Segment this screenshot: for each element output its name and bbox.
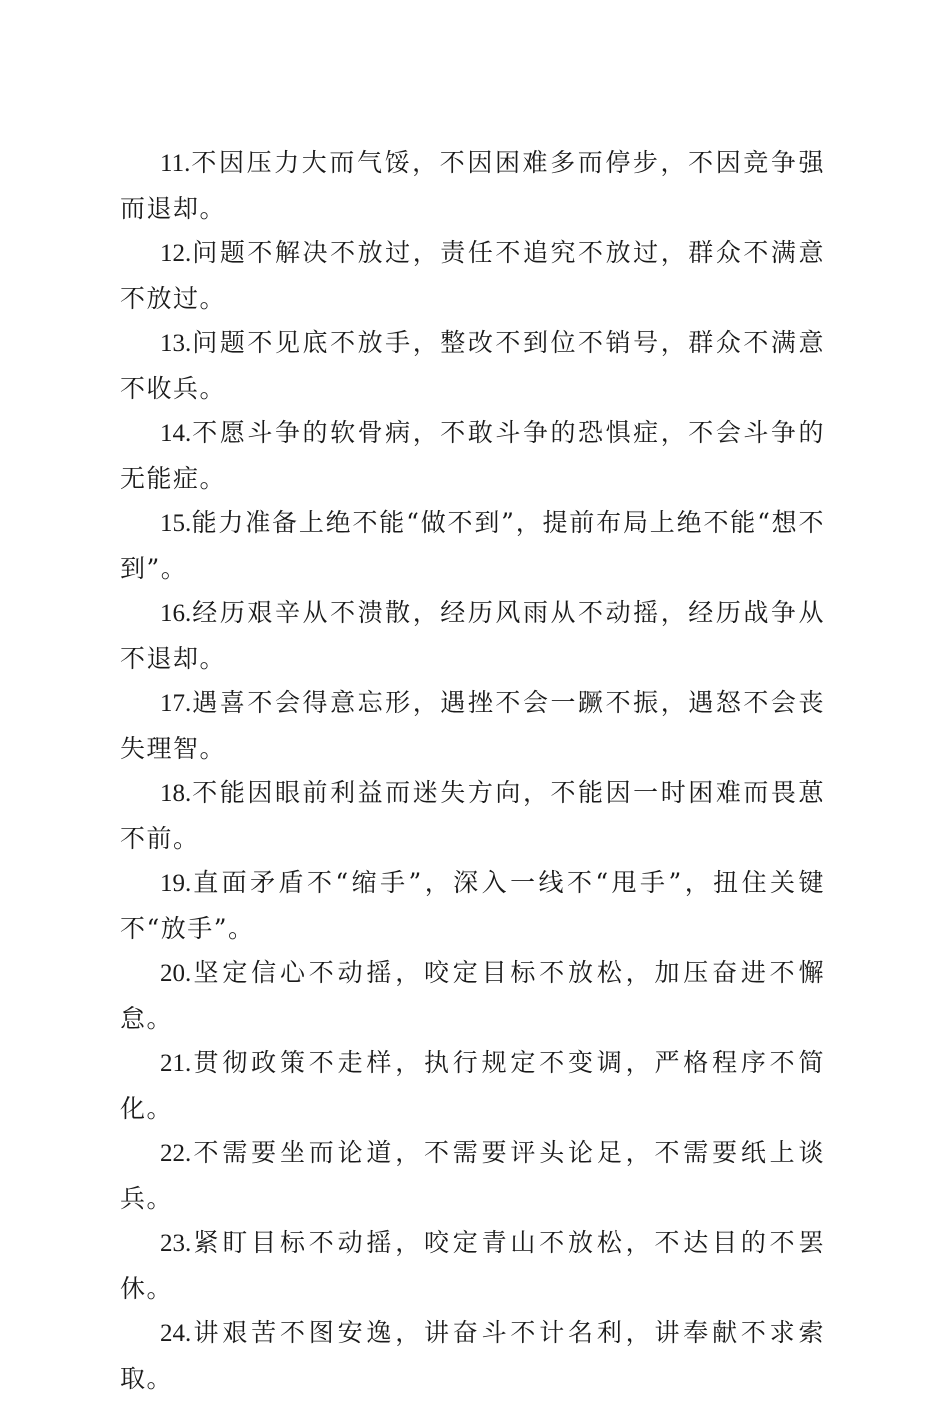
- list-item: [120, 771, 825, 861]
- item-text: 坚定信心不动摇，咬定目标不放松，加压奋进不懈怠。: [120, 958, 825, 1033]
- list-item: [120, 861, 825, 951]
- list-item: [120, 1311, 825, 1401]
- item-text: 问题不见底不放手，整改不到位不销号，群众不满意不收兵。: [120, 328, 825, 403]
- list-item: [120, 1041, 825, 1131]
- item-text: 直面矛盾不“缩手”，深入一线不“甩手”，扭住关键不“放手”。: [120, 868, 825, 943]
- item-number: 18.: [160, 780, 192, 807]
- list-item: [120, 1131, 825, 1221]
- numbered-list: [120, 141, 825, 1401]
- item-text: 不愿斗争的软骨病，不敢斗争的恐惧症，不会斗争的无能症。: [120, 418, 825, 493]
- item-number: 14.: [160, 420, 192, 447]
- item-number: 24.: [160, 1320, 192, 1347]
- list-item: [120, 231, 825, 321]
- item-number: 19.: [160, 870, 192, 897]
- list-item: [120, 501, 825, 591]
- item-text: 贯彻政策不走样，执行规定不变调，严格程序不简化。: [120, 1048, 825, 1123]
- list-item: [120, 681, 825, 771]
- item-number: 16.: [160, 600, 192, 627]
- item-text: 紧盯目标不动摇，咬定青山不放松，不达目的不罢休。: [120, 1228, 825, 1303]
- item-number: 17.: [160, 690, 192, 717]
- item-text: 问题不解决不放过，责任不追究不放过，群众不满意不放过。: [120, 238, 825, 313]
- list-item: [120, 411, 825, 501]
- item-text: 讲艰苦不图安逸，讲奋斗不计名利，讲奉献不求索取。: [120, 1318, 825, 1393]
- list-item: [120, 321, 825, 411]
- item-text: 不能因眼前利益而迷失方向，不能因一时困难而畏葸不前。: [120, 778, 825, 853]
- list-item: [120, 141, 825, 231]
- list-item: [120, 951, 825, 1041]
- item-number: 15.: [160, 510, 192, 537]
- item-number: 13.: [160, 330, 192, 357]
- item-number: 11.: [160, 150, 191, 177]
- item-number: 22.: [160, 1140, 192, 1167]
- item-number: 21.: [160, 1050, 192, 1077]
- item-text: 不因压力大而气馁，不因困难多而停步，不因竞争强而退却。: [120, 148, 825, 223]
- item-number: 20.: [160, 960, 192, 987]
- list-item: [120, 1221, 825, 1311]
- item-text: 遇喜不会得意忘形，遇挫不会一蹶不振，遇怒不会丧失理智。: [120, 688, 825, 763]
- item-text: 经历艰辛从不溃散，经历风雨从不动摇，经历战争从不退却。: [120, 598, 825, 673]
- item-number: 12.: [160, 240, 192, 267]
- item-number: 23.: [160, 1230, 192, 1257]
- list-item: [120, 591, 825, 681]
- item-text: 不需要坐而论道，不需要评头论足，不需要纸上谈兵。: [120, 1138, 825, 1213]
- item-text: 能力准备上绝不能“做不到”，提前布局上绝不能“想不到”。: [120, 508, 825, 583]
